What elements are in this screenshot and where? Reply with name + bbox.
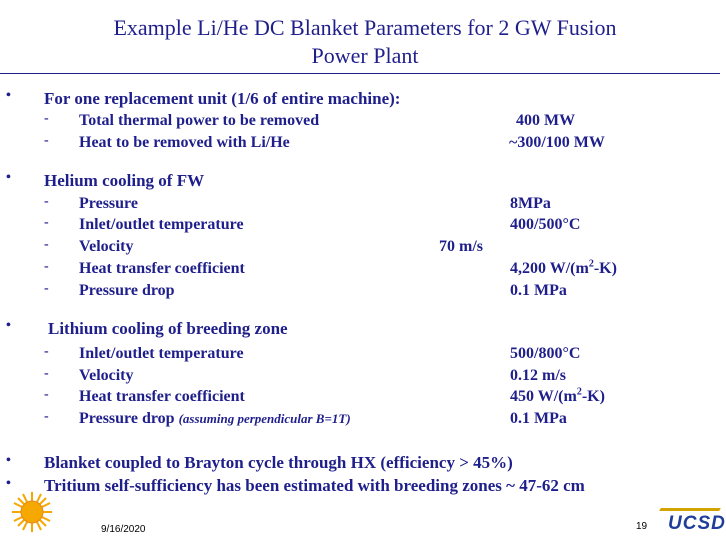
ucsd-logo: UCSD — [668, 513, 726, 534]
slide-title-line-1: Example Li/He DC Blanket Parameters for 2 GW Fusion — [113, 15, 617, 40]
section3-item-label: Heat transfer coefficient — [79, 388, 245, 405]
dash-icon: - — [44, 259, 49, 274]
slide-page-number: 19 — [636, 521, 648, 532]
section1-item-value: ~300/100 MW — [509, 134, 605, 151]
dash-icon: - — [44, 366, 49, 381]
section3-item-value: 0.1 MPa — [510, 410, 567, 427]
dash-icon: - — [44, 133, 49, 148]
dash-icon: - — [44, 387, 49, 402]
bullet4-text: Blanket coupled to Brayton cycle through HX (efficiency > 45%) — [44, 453, 513, 472]
section2-heading: Helium cooling of FW — [44, 171, 205, 190]
dash-icon: - — [44, 194, 49, 209]
section3-item-value: 0.12 m/s — [510, 367, 566, 384]
section2-item-value: 70 m/s — [439, 238, 483, 255]
dash-icon: - — [44, 215, 49, 230]
section3-heading: Lithium cooling of breeding zone — [48, 319, 288, 338]
dash-icon: - — [44, 237, 49, 252]
slide-title-line-2: Power Plant — [311, 43, 419, 68]
section3-item-label-row — [79, 408, 351, 429]
section2-item-label: Velocity — [79, 238, 134, 255]
section3-item-label: Inlet/outlet temperature — [79, 345, 244, 362]
section2-item-value: 4,200 $W/(m^2-K)$ — [510, 258, 617, 277]
logo-accent-bar — [659, 508, 721, 511]
dash-icon: - — [44, 111, 49, 126]
section3-item-value: 450 $W/(m^2-K)$ — [510, 386, 605, 405]
dash-icon: - — [44, 344, 49, 359]
bullet-icon: • — [6, 170, 11, 185]
section3-item-note: (assuming perpendicular B=1T) — [178, 411, 351, 426]
bullet-icon: • — [6, 318, 11, 333]
section1-item-value: 400 MW — [516, 112, 576, 129]
section1-heading: For one replacement unit (1/6 of entire machine): — [44, 89, 401, 108]
slide-date: 9/16/2020 — [101, 524, 146, 535]
section2-item-value: 400/500°C — [510, 216, 581, 233]
sun-logo-icon — [10, 490, 54, 534]
bullet5-text: Tritium self-sufficiency has been estimated with breeding zones ~ 47-62 cm — [44, 476, 585, 495]
bullet-icon: • — [6, 88, 11, 103]
bullet-icon: • — [6, 476, 11, 491]
section2-item-value: 0.1 MPa — [510, 282, 567, 299]
section1-item-label: Heat to be removed with Li/He — [79, 134, 290, 151]
section2-item-label: Inlet/outlet temperature — [79, 216, 244, 233]
section3-item-value: 500/800°C — [510, 345, 581, 362]
section1-item-label: Total thermal power to be removed — [79, 112, 320, 129]
title-rule — [0, 73, 720, 74]
section2-item-label: Heat transfer coefficient — [79, 260, 245, 277]
section3-item-label: Pressure drop — [79, 410, 175, 427]
section2-item-value: 8MPa — [510, 195, 551, 212]
section3-item-label: Velocity — [79, 367, 134, 384]
section2-item-label: Pressure — [79, 195, 138, 212]
dash-icon: - — [44, 409, 49, 424]
section2-item-label: Pressure drop — [79, 282, 175, 299]
bullet-icon: • — [6, 453, 11, 468]
dash-icon: - — [44, 281, 49, 296]
